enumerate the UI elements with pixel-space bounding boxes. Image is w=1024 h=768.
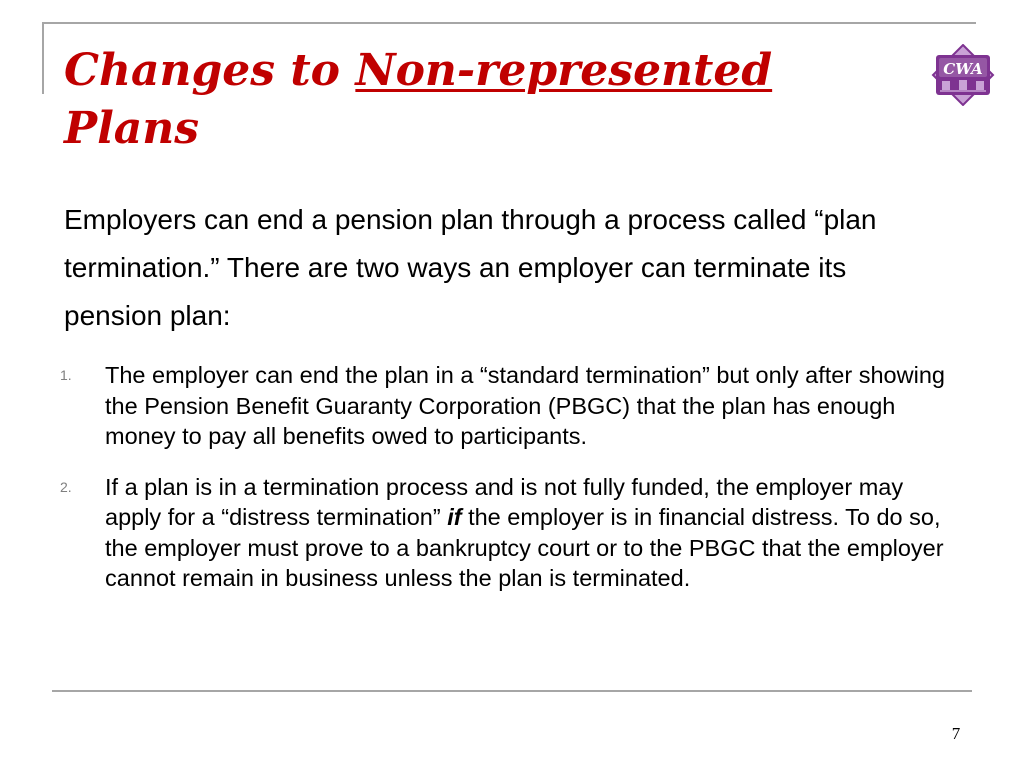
list-item bbox=[58, 360, 958, 452]
title-suffix: Plans bbox=[64, 103, 200, 154]
list-item-text-after: the employer is in financial distress. To do so, the employer must prove to a bankruptcy court or to the PBGC that the employer cannot remain in business unless the plan is terminated. bbox=[105, 504, 944, 591]
intro-paragraph: Employers can end a pension plan through a process called “plan termination.” There are two ways an employer can terminate its pension plan: bbox=[64, 204, 877, 331]
terminations-list bbox=[58, 360, 958, 614]
frame-bottom-rule bbox=[52, 690, 972, 692]
title-prefix: Changes to bbox=[64, 45, 356, 96]
cwa-logo-text: CWA bbox=[943, 60, 983, 78]
list-item-emphasis: if bbox=[447, 504, 462, 530]
frame-left-rule bbox=[42, 22, 44, 94]
list-number: 2. bbox=[60, 478, 72, 495]
page-number: 7 bbox=[951, 724, 961, 743]
list-item bbox=[58, 472, 958, 594]
slide-title bbox=[64, 42, 884, 158]
frame-top-rule bbox=[42, 22, 976, 24]
list-item-text: The employer can end the plan in a “standard termination” but only after showing the Pension Benefit Guaranty Corporation (PBGC) that the plan has enough money to pay all benefits owed to participants. bbox=[105, 362, 945, 449]
cwa-logo bbox=[930, 44, 996, 106]
list-item-text-before: If a plan is in a termination process and is not fully funded, the employer may apply for a “distress termination” bbox=[105, 473, 904, 530]
list-number: 1. bbox=[60, 367, 72, 383]
title-underlined: Non-represented bbox=[355, 45, 773, 96]
